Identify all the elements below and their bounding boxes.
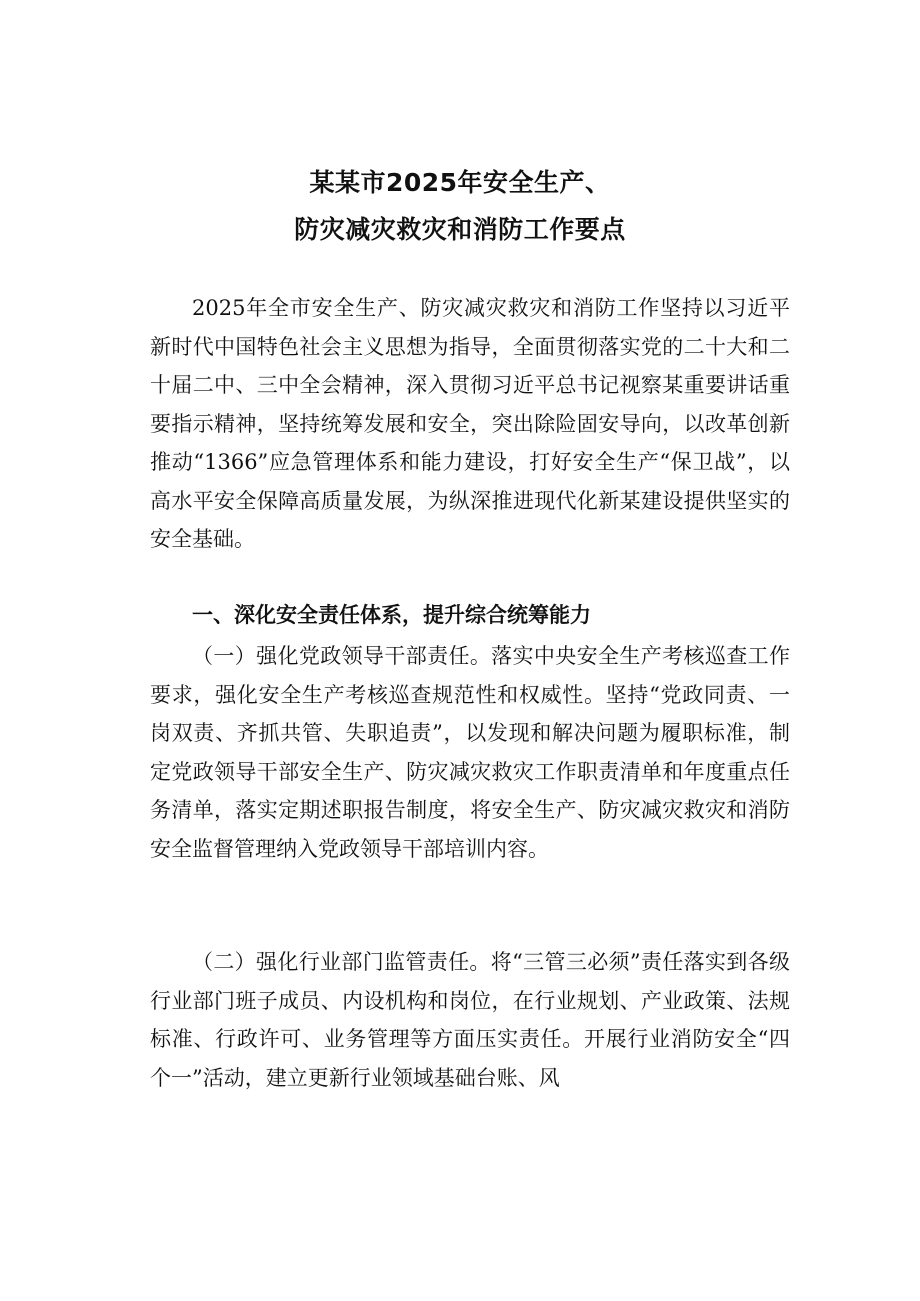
- section-1-item-1: [150, 637, 790, 868]
- paragraph-party-leadership-responsibility: （一）强化党政领导干部责任。落实中央安全生产考核巡查工作要求，强化安全生产考核巡查规范性和权威性。坚持“党政同责、一岗双责、齐抓共管、失职追责”，以发现和解决问题为履职标准，制定党政领导干部安全生产、防灾减灾救灾工作职责清单和年度重点任务清单，落实定期述职报告制度，将安全生产、防灾减灾救灾和消防安全监督管理纳入党政领导干部培训内容。: [150, 644, 790, 861]
- paragraph-industry-supervision-responsibility: （二）强化行业部门监管责任。将“三管三必须”责任落实到各级行业部门班子成员、内设机构和岗位，在行业规划、产业政策、法规标准、行政许可、业务管理等方面压实责任。开展行业消防安全“四个一”活动，建立更新行业领域基础台账、风: [150, 950, 790, 1090]
- intro-paragraph: 2025年全市安全生产、防灾减灾救灾和消防工作坚持以习近平新时代中国特色社会主义思想为指导，全面贯彻落实党的二十大和二十届二中、三中全会精神，深入贯彻习近平总书记视察某重要讲话重要指示精神，坚持统筹发展和安全，突出除险固安导向，以改革创新推动“1366”应急管理体系和能力建设，打好安全生产“保卫战”，以高水平安全保障高质量发展，为纵深推进现代化新某建设提供坚实的安全基础。: [150, 296, 790, 551]
- intro-section: [150, 289, 790, 559]
- document-title-line-1: 某某市2025年安全生产、: [309, 168, 611, 197]
- section-heading-1: 一、深化安全责任体系，提升综合统筹能力: [192, 603, 591, 627]
- document-title-line-2: 防灾减灾救灾和消防工作要点: [294, 215, 626, 244]
- section-1-item-2: [150, 943, 790, 1097]
